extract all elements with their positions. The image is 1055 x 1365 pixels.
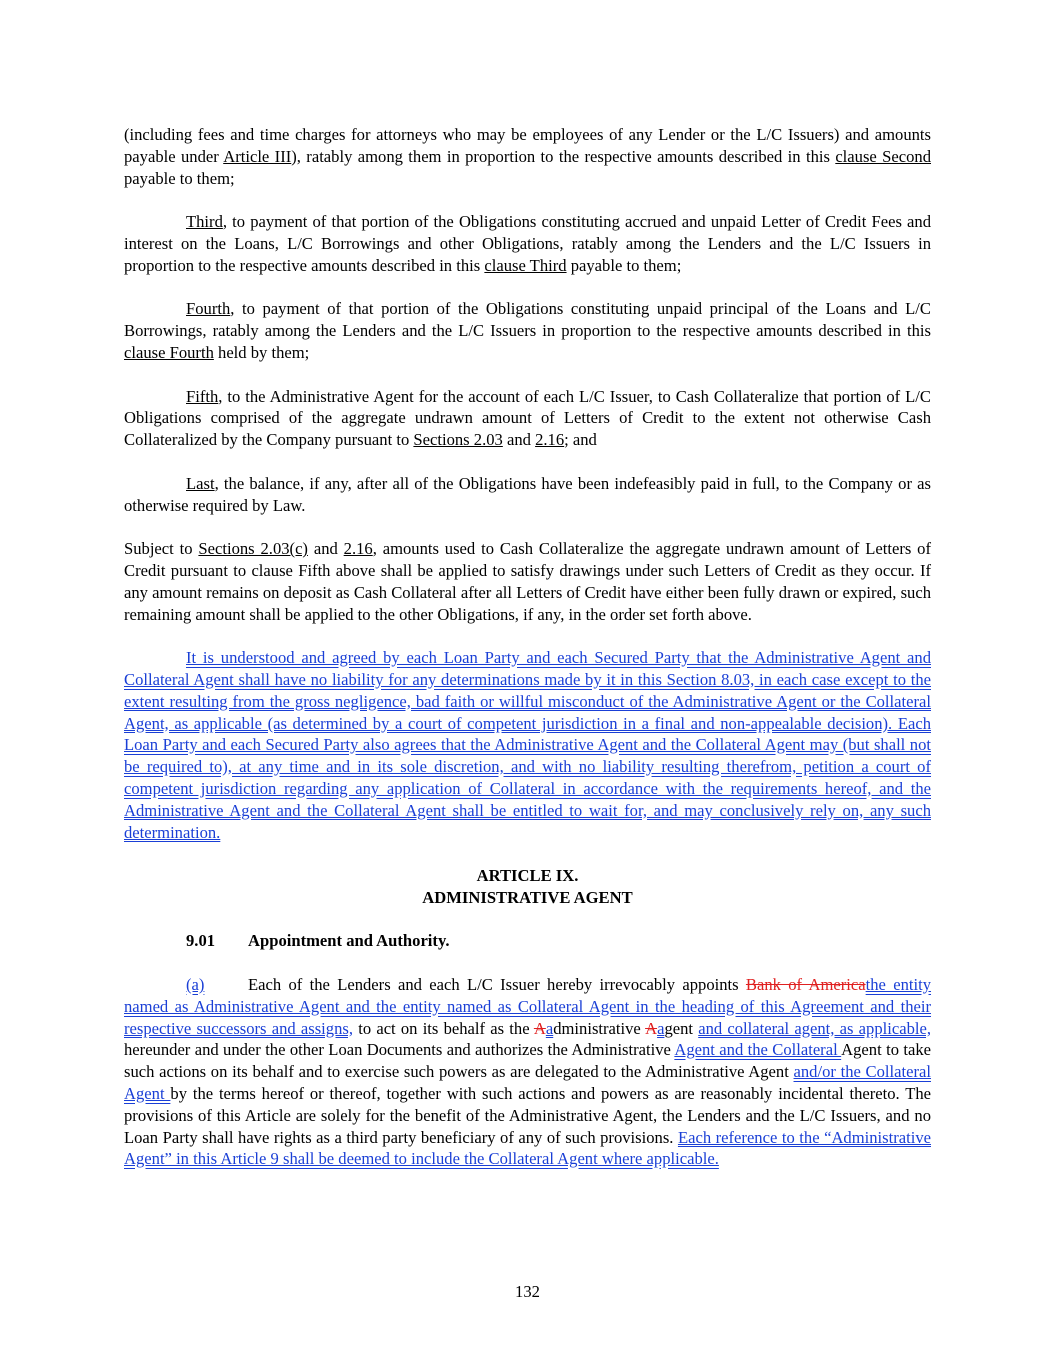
text: Each of the Lenders and each L/C Issuer hereby irrevocably appoints: [248, 975, 746, 995]
inserted-text: and collateral agent, as applicable,: [698, 1018, 931, 1038]
text: to act on its behalf as the: [353, 1018, 534, 1038]
deleted-text: Bank of America: [745, 975, 866, 995]
text: , amounts used to Cash Collateralize the aggregate undrawn amount of Letters of Credit pursuant to clause Fifth above shall be applied to satisfy drawings under such Letters of Credit as they occur. If any amount remains on deposit as Cash Collateral after all Letters of Credit have either been fully drawn or expired, such remaining amount shall be applied to the other Obligations, if any, in the order set forth above.: [124, 539, 932, 624]
text: hereunder and under the other Loan Documents and authorizes the Administrative: [124, 1040, 675, 1060]
text: by the terms hereof or thereof, together with such actions and powers as are reasonably incidental thereto. The provisions of this Article are solely for the benefit of the Administrative Agent, the Lenders and the L/C Issuers, and no Loan Party shall have rights as a third party beneficiary of any of such provisions.: [124, 1084, 932, 1147]
inserted-text: It is understood and agreed by each Loan Party and each Secured Party that the Administrative Agent and Collateral Agent shall have no liability for any determinations made by it in this Section 8.03, in each case except to the extent resulting from the gross negligence, bad faith or willful misconduct of the Administrative Agent or the Collateral Agent, as applicable (as determined by a court of competent jurisdiction in a final and non-appealable decision). Each Loan Party and each Secured Party also agrees that the Administrative Agent and the Collateral Agent may (but shall not be required to), at any time and in its sole discretion, and with no liability resulting therefrom, petition a court of competent jurisdiction regarding any application of Collateral in accordance with the requirements hereof, and the Administrative Agent and the Collateral Agent shall be entitled to wait for, and may conclusively rely on, any such determination.: [124, 648, 931, 842]
ref-sections-2-03c: Sections 2.03(c): [198, 539, 308, 559]
inserted-text: a: [657, 1018, 665, 1038]
ref-clause-fourth: clause Fourth: [124, 342, 214, 362]
clause-label-fourth: Fourth: [186, 299, 231, 319]
paragraph-inserted-liability: [124, 647, 931, 843]
section-number: 9.01: [186, 931, 216, 951]
text: (including fees and time charges for attorneys who may be employees of any Lender or the L/C Issuers) and amounts payable under: [124, 125, 931, 166]
paragraph-clause-fourth: [124, 298, 931, 363]
text: dministrative: [553, 1018, 646, 1038]
text: , to payment of that portion of the Obligations constituting accrued and unpaid Letter of Credit Fees and interest on the Loans, L/C Borrowings and other Obligations, ratably among the Lenders and the L/C Issuers in proportion to the respective amounts described in this: [124, 212, 931, 275]
ref-article-iii: Article III: [223, 146, 292, 166]
text: Agent to take such actions on its behalf and to exercise such powers as are delegated to the Administrative Agent: [124, 1040, 931, 1082]
text: ; and: [564, 430, 597, 450]
paragraph-clause-third: [124, 211, 931, 276]
text: held by them;: [213, 342, 310, 362]
deleted-text: A: [533, 1018, 546, 1038]
clause-label-last: Last: [186, 473, 215, 493]
text: ), ratably among them in proportion to the respective amounts described in this: [291, 146, 836, 166]
paragraph-subject-to: [124, 538, 931, 625]
text: , the balance, if any, after all of the Obligations have been indefeasibly paid in full, to the Company or as otherwise required by Law.: [124, 473, 931, 515]
text: payable to them;: [566, 255, 682, 275]
page-number: 132: [515, 1282, 540, 1301]
text: , to payment of that portion of the Obligations constituting unpaid principal of the Loans and L/C Borrowings, ratably among the Lenders and the L/C Issuers in proportion to the respective amounts described in this: [124, 299, 931, 341]
inserted-text: Agent and the Collateral: [674, 1040, 842, 1060]
ref-clause-second: clause Second: [835, 146, 931, 166]
clause-label-fifth: Fifth: [186, 386, 219, 406]
deleted-text: A: [645, 1018, 658, 1038]
section-heading: [124, 930, 931, 952]
clause-label-third: Third: [186, 212, 223, 232]
paragraph-clause-fifth: [124, 386, 931, 451]
text: payable to them;: [124, 168, 235, 188]
document-page: [124, 124, 931, 1170]
article-title: ADMINISTRATIVE AGENT: [422, 887, 633, 907]
paragraph-clause-last: [124, 473, 931, 517]
ref-2-16: 2.16: [535, 430, 565, 450]
article-heading: [124, 865, 931, 909]
section-title: Appointment and Authority.: [248, 931, 450, 951]
ref-2-16: 2.16: [343, 539, 373, 559]
ref-sections-2-03: Sections 2.03: [413, 430, 503, 450]
text: and: [307, 539, 344, 559]
article-number: ARTICLE IX.: [476, 866, 579, 886]
text: , to the Administrative Agent for the account of each L/C Issuer, to Cash Collateralize that portion of L/C Obligations comprised of the aggregate undrawn amount of Letters of Credit to the extent not otherwise Cash Collateralized by the Company pursuant to: [124, 386, 931, 450]
subsection-label: (a): [186, 975, 205, 995]
paragraph-clause-second-continued: [124, 124, 931, 189]
text: gent: [664, 1018, 699, 1038]
text: Subject to: [124, 539, 199, 559]
paragraph-9-01-a: [124, 974, 931, 1170]
text: and: [502, 430, 536, 450]
ref-clause-third: clause Third: [484, 255, 567, 275]
inserted-text: the entity named as Administrative Agent and the entity named as Collateral Agent in the heading of this Agreement and their respective successors and assigns,: [124, 975, 932, 1038]
inserted-text: Each reference to the “Administrative Agent” in this Article 9 shall be deemed to include the Collateral Agent where applicable.: [124, 1127, 931, 1169]
inserted-text: a: [545, 1018, 554, 1038]
inserted-text: and/or the Collateral Agent: [124, 1062, 931, 1104]
